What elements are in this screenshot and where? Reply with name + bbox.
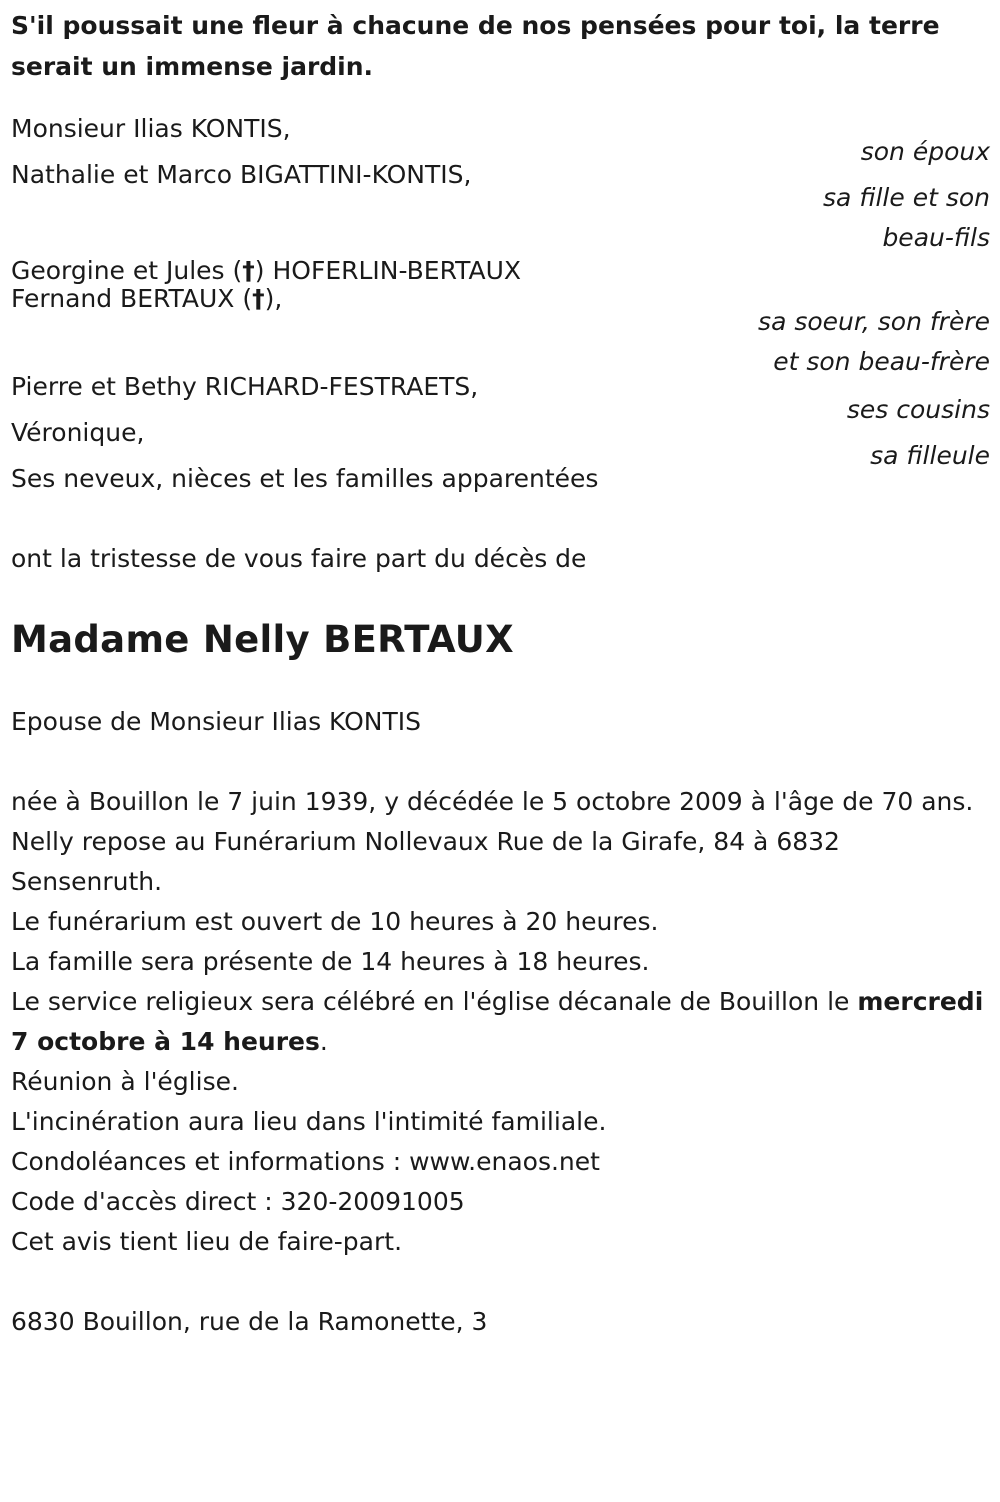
family-relation xyxy=(11,436,990,476)
relation-line: et son beau-frère xyxy=(773,347,990,376)
memorial-quote: S'il poussait une fleur à chacune de nos pensées pour toi, la terre serait un immense jardin. xyxy=(11,11,940,81)
family-entry xyxy=(11,251,990,382)
extended-family: Ses neveux, nièces et les familles apparentées xyxy=(11,464,599,493)
address: 6830 Bouillon, rue de la Ramonette, 3 xyxy=(11,1307,488,1336)
family-name-line: Georgine et Jules (†) HOFERLIN-BERTAUX xyxy=(11,256,521,285)
family-entry xyxy=(11,413,990,476)
family-list xyxy=(11,109,990,499)
access-code-line: Code d'accès direct : 320-20091005 xyxy=(11,1187,465,1216)
family-name-line: Fernand BERTAUX (†), xyxy=(11,284,283,313)
family-name-line: Monsieur Ilias KONTIS, xyxy=(11,114,291,143)
relation-line: sa soeur, son frère xyxy=(758,307,990,336)
spouse-line: Epouse de Monsieur Ilias KONTIS xyxy=(11,707,421,736)
announcement: ont la tristesse de vous faire part du décès de xyxy=(11,544,587,573)
relation-line: beau-fils xyxy=(882,223,990,252)
relation-line: ses cousins xyxy=(846,395,990,424)
cremation-line: L'incinération aura lieu dans l'intimité familiale. xyxy=(11,1107,607,1136)
cross-icon: † xyxy=(242,256,255,285)
family-name-line: Véronique, xyxy=(11,418,145,447)
opening-hours-line: Le funérarium est ouvert de 10 heures à 20 heures. xyxy=(11,907,659,936)
family-name-line: Nathalie et Marco BIGATTINI-KONTIS, xyxy=(11,160,472,189)
service-date: mercredi 7 octobre à 14 heures xyxy=(11,987,984,1056)
relation-line: sa fille et son xyxy=(823,183,990,212)
cross-icon: † xyxy=(252,284,265,313)
family-name-line: Pierre et Bethy RICHARD-FESTRAETS, xyxy=(11,372,479,401)
condolences-line: Condoléances et informations : www.enaos.net xyxy=(11,1147,600,1176)
family-entry xyxy=(11,155,990,258)
service-intro: Le service religieux sera célébré en l'église décanale de Bouillon le xyxy=(11,987,850,1016)
relation-line: sa filleule xyxy=(870,441,990,470)
service-line xyxy=(11,982,990,1062)
service-end: . xyxy=(319,1027,328,1056)
meeting-line: Réunion à l'église. xyxy=(11,1067,239,1096)
rest-place-line: Nelly repose au Funérarium Nollevaux Rue de la Girafe, 84 à 6832 Sensenruth. xyxy=(11,827,840,896)
deceased-name: Madame Nelly BERTAUX xyxy=(11,618,514,661)
funeral-details xyxy=(11,782,990,1262)
family-presence-line: La famille sera présente de 14 heures à 18 heures. xyxy=(11,947,650,976)
relation-line: son époux xyxy=(860,137,990,166)
birth-death-line: née à Bouillon le 7 juin 1939, y décédée le 5 octobre 2009 à l'âge de 70 ans. xyxy=(11,787,974,816)
notice-line: Cet avis tient lieu de faire-part. xyxy=(11,1227,403,1256)
